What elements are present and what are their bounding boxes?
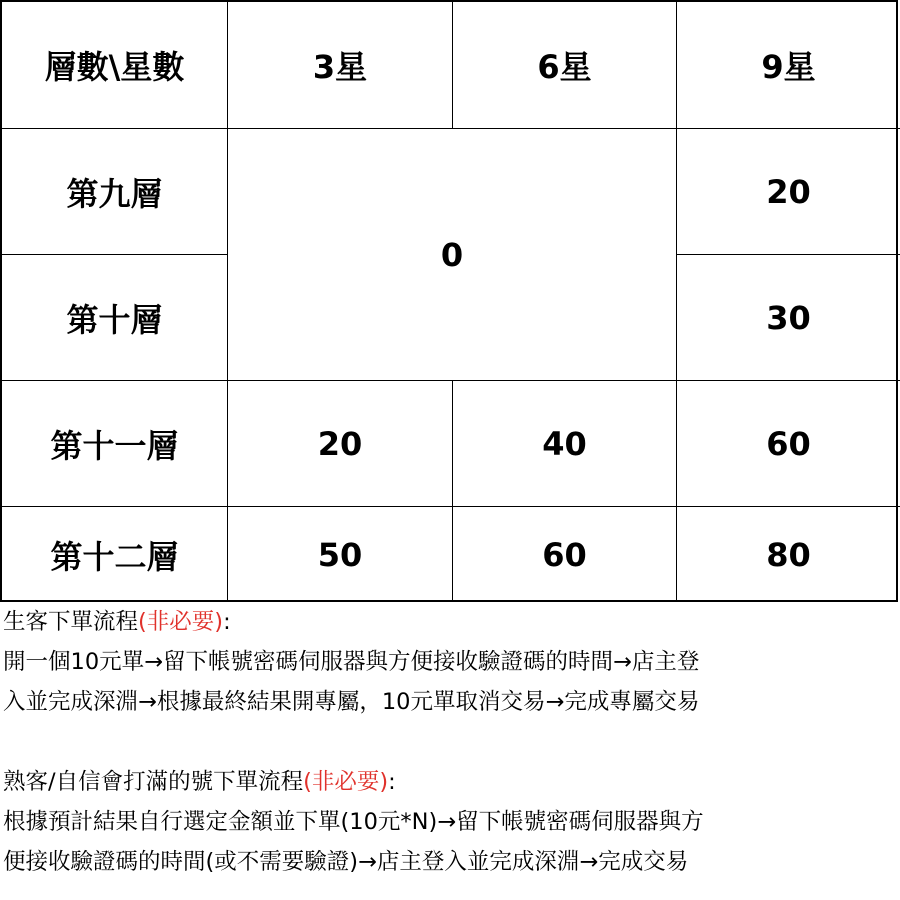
floor-label-9: 第九層 [2,129,228,255]
order-process-notes [3,602,898,882]
star-header-9: 9星 [677,2,900,129]
returning-customer-heading [3,762,898,802]
new-customer-step-line-1: 開一個10元單→留下帳號密碼伺服器與方便接收驗證碼的時間→店主登 [3,649,700,675]
returning-customer-optional-tag: (非必要) [303,769,389,795]
new-customer-colon: : [223,609,231,635]
floor12-star3-value: 50 [228,507,453,602]
floor11-star6-value: 40 [453,381,677,507]
floor-label-12: 第十二層 [2,507,228,602]
star-header-6: 6星 [453,2,677,129]
floor10-star9-value: 30 [677,255,900,381]
star-header-3: 3星 [228,2,453,129]
floor11-star9-value: 60 [677,381,900,507]
returning-customer-title: 熟客/自信會打滿的號下單流程 [3,769,304,795]
returning-customer-step-line-2: 便接收驗證碼的時間(或不需要驗證)→店主登入並完成深淵→完成交易 [3,849,689,875]
floor12-star9-value: 80 [766,535,811,574]
new-customer-title: 生客下單流程 [3,609,139,635]
notes-spacer [3,722,898,762]
new-customer-step-line-2: 入並完成深淵→根據最終結果開專屬，10元單取消交易→完成專屬交易 [3,689,700,715]
new-customer-optional-tag: (非必要) [138,609,224,635]
merged-value-cell: 0 [228,129,677,381]
floor-label-11: 第十一層 [2,381,228,507]
new-customer-heading [3,602,898,642]
floor-label-10: 第十層 [2,255,228,381]
returning-customer-colon: : [388,769,396,795]
returning-customer-step-line-1: 根據預計結果自行選定金額並下單(10元*N)→留下帳號密碼伺服器與方 [3,809,704,835]
floor9-star9-value: 20 [677,129,900,255]
corner-header-cell: 層數\星數 [2,2,228,129]
floor11-star3-value: 20 [228,381,453,507]
floor12-star6-value: 60 [453,507,677,602]
